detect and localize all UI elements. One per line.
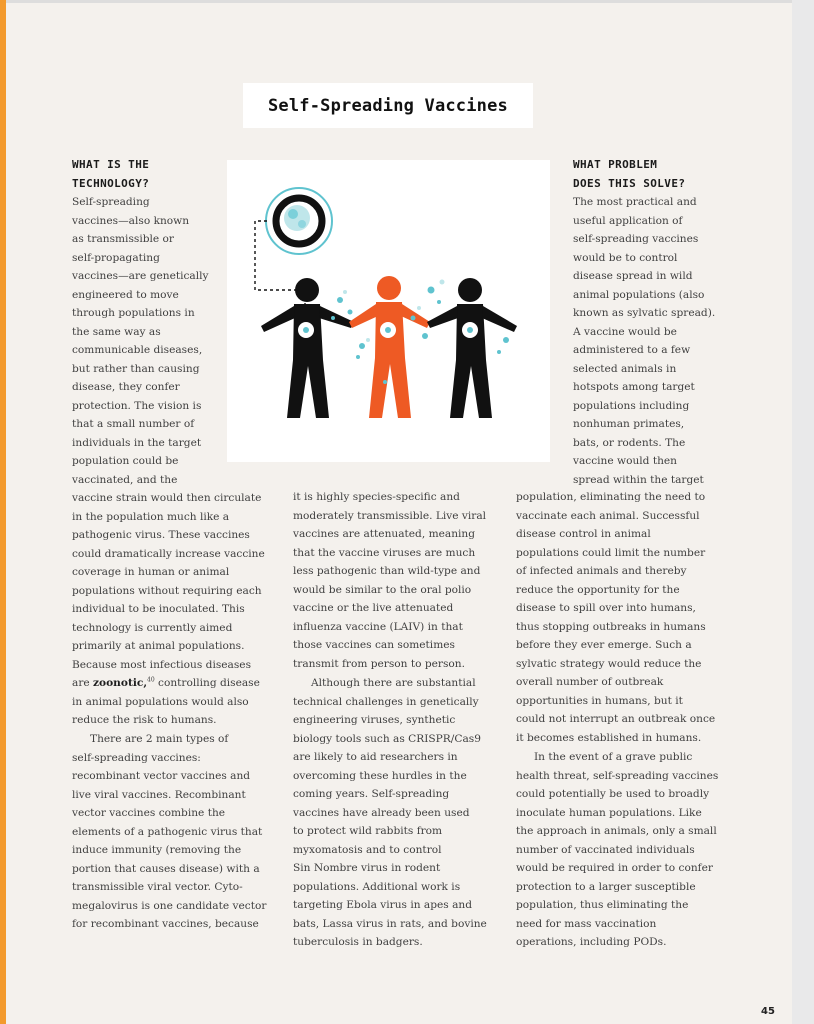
text-line: vaccinate each animal. Successful xyxy=(516,509,700,522)
text-line: vaccine or the live attenuated xyxy=(293,602,454,614)
text-line: myxomatosis and to control xyxy=(293,843,442,856)
text-line: would be similar to the oral polio xyxy=(293,583,472,596)
text-line: that the vaccine viruses are much xyxy=(293,546,476,559)
text-line: those vaccines can sometimes xyxy=(293,639,455,651)
col1-paragraph-2 xyxy=(72,730,266,934)
text-line: would be required in order to confer xyxy=(516,862,713,874)
col3-body xyxy=(573,193,715,489)
text-line: populations could limit the number xyxy=(516,546,706,559)
text-line: through populations in xyxy=(72,307,195,319)
text-line: The most practical and xyxy=(573,196,697,208)
text-line: could not interrupt an outbreak once xyxy=(516,713,716,725)
text-line: population, eliminating the need to xyxy=(516,491,706,503)
text-line: tuberculosis in badgers. xyxy=(293,936,423,948)
zoonotic-link[interactable]: zoonotic, xyxy=(93,677,148,689)
col3-body-wide xyxy=(516,488,715,747)
zoonotic-pre: are xyxy=(72,677,94,689)
text-line: animal populations (also xyxy=(573,288,705,301)
text-line: could potentially be used to broadly xyxy=(516,788,710,800)
text-line: hotspots among target xyxy=(573,381,695,393)
illustration xyxy=(227,160,550,462)
text-line: transmissible viral vector. Cyto- xyxy=(72,881,243,893)
text-line: vaccines—are genetically xyxy=(72,270,209,282)
text-line: administered to a few xyxy=(573,344,691,356)
text-line: individual to be inoculated. This xyxy=(72,603,245,615)
text-line: populations including xyxy=(573,399,690,412)
text-line: it is highly species-specific and xyxy=(293,491,460,503)
text-line: less pathogenic than wild-type and xyxy=(293,565,481,577)
text-line: disease spread in wild xyxy=(573,270,693,282)
text-line: self-propagating xyxy=(72,251,160,264)
text-line: to protect wild rabbits from xyxy=(293,825,443,837)
text-line: megalovirus is one candidate vector xyxy=(72,899,267,912)
text-line: vaccinated, and the xyxy=(72,473,178,486)
text-line: in the population much like a xyxy=(72,510,230,523)
text-line: thus stopping outbreaks in humans xyxy=(516,620,706,633)
text-line: protection. The vision is xyxy=(72,399,202,412)
col1-heading-line: TECHNOLOGY? xyxy=(72,176,150,190)
text-line: pathogenic virus. These vaccines xyxy=(72,529,250,541)
text-line: health threat, self-spreading vaccines xyxy=(516,769,719,782)
text-line: transmit from person to person. xyxy=(293,657,465,670)
text-line: in animal populations would also xyxy=(72,695,249,708)
text-line: engineered to move xyxy=(72,288,179,301)
people-virus-illustration xyxy=(227,160,550,462)
text-line: vaccine strain would then circulate xyxy=(72,492,262,504)
col1-heading-line: WHAT IS THE xyxy=(72,158,150,171)
text-line: self-spreading vaccines xyxy=(573,233,699,245)
text-line: nonhuman primates, xyxy=(573,418,685,430)
text-line: vaccines have already been used xyxy=(293,806,470,819)
text-line: biology tools such as CRISPR/Cas9 xyxy=(293,732,481,745)
text-line: disease to spill over into humans, xyxy=(516,602,696,614)
text-line: need for mass vaccination xyxy=(516,917,657,930)
col1-heading xyxy=(72,156,149,193)
col3-paragraph-2 xyxy=(516,748,718,952)
text-line: recombinant vector vaccines and xyxy=(72,770,251,782)
text-line: In the event of a grave public xyxy=(534,751,693,763)
text-line: vaccines are attenuated, meaning xyxy=(293,528,476,540)
zoonotic-post: controlling disease xyxy=(154,677,260,689)
text-line: reduce the risk to humans. xyxy=(72,714,217,726)
text-line: technical challenges in genetically xyxy=(293,695,479,708)
text-line: spread within the target xyxy=(573,473,704,486)
text-line: operations, including PODs. xyxy=(516,936,667,948)
text-line: Because most infectious diseases xyxy=(72,658,252,671)
text-line: moderately transmissible. Live viral xyxy=(293,509,487,522)
text-line: technology is currently aimed xyxy=(72,621,233,634)
text-line: as transmissible or xyxy=(72,233,174,245)
text-line: self-spreading vaccines: xyxy=(72,751,201,764)
col3-heading-line: DOES THIS SOLVE? xyxy=(573,176,686,190)
text-line: bats, Lassa virus in rats, and bovine xyxy=(293,917,487,930)
text-line: vaccine would then xyxy=(573,455,677,467)
page-title: Self-Spreading Vaccines xyxy=(267,95,508,116)
text-line: influenza vaccine (LAIV) in that xyxy=(293,620,463,633)
text-line: bats, or rodents. The xyxy=(573,436,686,449)
text-line: sylvatic strategy would reduce the xyxy=(516,657,702,670)
text-line: Although there are substantial xyxy=(311,677,476,689)
text-line: would be to control xyxy=(573,251,678,264)
text-line: live viral vaccines. Recombinant xyxy=(72,788,246,801)
text-line: population, thus eliminating the xyxy=(516,899,689,911)
text-line: population could be xyxy=(72,455,179,467)
text-line: coming years. Self-spreading xyxy=(293,788,450,800)
text-line: targeting Ebola virus in apes and xyxy=(293,899,473,911)
text-line: populations without requiring each xyxy=(72,584,262,597)
text-line: could dramatically increase vaccine xyxy=(72,547,265,560)
text-line: portion that causes disease) with a xyxy=(72,862,260,875)
text-line: overall number of outbreak xyxy=(516,676,664,688)
text-line: vector vaccines combine the xyxy=(72,807,226,819)
text-line: individuals in the target xyxy=(72,436,202,449)
col2-paragraph-2 xyxy=(293,674,487,952)
col1-zoonotic-line xyxy=(72,674,260,693)
text-line: disease, they confer xyxy=(72,381,180,393)
text-line: selected animals in xyxy=(573,362,677,375)
text-line: disease control in animal xyxy=(516,528,651,540)
text-line: A vaccine would be xyxy=(573,325,677,338)
text-line: elements of a pathogenic virus that xyxy=(72,825,263,838)
text-line: the same way as xyxy=(72,325,161,338)
text-line: coverage in human or animal xyxy=(72,566,230,578)
person-right-icon xyxy=(427,278,517,418)
text-line: number of vaccinated individuals xyxy=(516,843,695,856)
text-line: for recombinant vaccines, because xyxy=(72,918,259,930)
text-line: before they ever emerge. Such a xyxy=(516,639,692,651)
col3-heading-line: WHAT PROBLEM xyxy=(573,158,658,171)
text-line: the approach in animals, only a small xyxy=(516,825,717,837)
text-line: but rather than causing xyxy=(72,362,200,375)
page-number: 45 xyxy=(761,1006,775,1017)
text-line: are likely to aid researchers in xyxy=(293,751,458,763)
col2-paragraph-1 xyxy=(293,488,486,673)
text-line: There are 2 main types of xyxy=(90,733,229,745)
text-line: it becomes established in humans. xyxy=(516,731,702,744)
text-line: Self-spreading xyxy=(72,196,150,208)
text-line: populations. Additional work is xyxy=(293,880,461,893)
col3-heading xyxy=(573,156,685,193)
right-scroll-gutter xyxy=(792,0,814,1024)
top-edge xyxy=(0,0,814,3)
text-line: useful application of xyxy=(573,214,683,227)
text-line: induce immunity (removing the xyxy=(72,844,242,856)
text-line: communicable diseases, xyxy=(72,344,203,356)
col1-body-after xyxy=(72,693,249,730)
text-line: of infected animals and thereby xyxy=(516,565,687,577)
text-line: that a small number of xyxy=(72,418,195,430)
text-line: vaccines—also known xyxy=(72,214,190,227)
text-line: engineering viruses, synthetic xyxy=(293,714,456,726)
text-line: overcoming these hurdles in the xyxy=(293,769,467,782)
footnote-ref[interactable]: 40 xyxy=(147,676,155,684)
title-box xyxy=(243,83,533,128)
text-line: inoculate human populations. Like xyxy=(516,806,702,819)
text-line: Sin Nombre virus in rodent xyxy=(293,862,441,874)
text-line: known as sylvatic spread). xyxy=(573,307,716,319)
left-accent-bar xyxy=(0,0,6,1024)
text-line: opportunities in humans, but it xyxy=(516,694,683,707)
text-line: reduce the opportunity for the xyxy=(516,583,680,596)
text-line: primarily at animal populations. xyxy=(72,640,245,652)
text-line: protection to a larger susceptible xyxy=(516,880,696,893)
